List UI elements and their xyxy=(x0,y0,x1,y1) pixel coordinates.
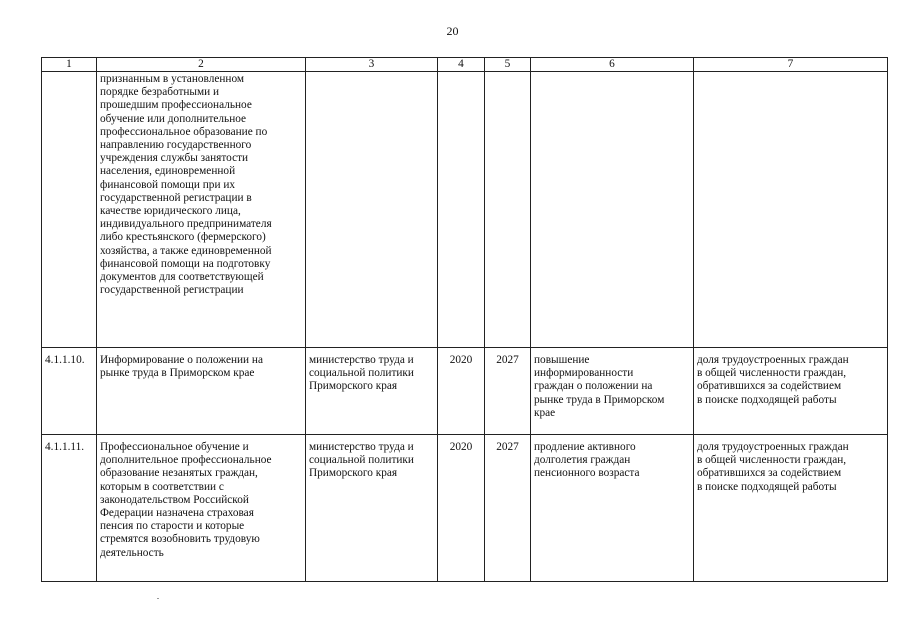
expected-result: продление активного долголетия граждан пенсионного возраста xyxy=(531,435,694,582)
expected-result xyxy=(531,72,694,348)
program-table xyxy=(41,57,888,582)
expected-result: повышение информированности граждан о положении на рынке труда в Приморском крае xyxy=(531,348,694,435)
responsible-executor xyxy=(306,72,438,348)
column-header-5: 5 xyxy=(485,58,531,72)
start-year: 2020 xyxy=(438,435,485,582)
column-header-7: 7 xyxy=(694,58,888,72)
target-indicator: доля трудоустроенных граждан в общей численности граждан, обратившихся за содействием в поиске подходящей работы xyxy=(694,435,888,582)
measure-description: Информирование о положении на рынке труда в Приморском крае xyxy=(97,348,306,435)
table-row xyxy=(42,348,888,435)
end-year: 2027 xyxy=(485,435,531,582)
measure-description: признанным в установленном порядке безработными и прошедшим профессиональное обучение или дополнительное профессиональное образование по направлению государственного учреждения службы занятости населения, единовременной финансовой помощи при их государственной регистрации в качестве юридического лица, индивидуального предпринимателя либо крестьянского (фермерского) хозяйства, а также единовременной финансовой помощи на подготовку документов для соответствующей государственной регистрации xyxy=(97,72,306,348)
page-number: 20 xyxy=(446,24,459,38)
end-year: 2027 xyxy=(485,348,531,435)
start-year xyxy=(438,72,485,348)
item-number xyxy=(42,72,97,348)
table-row xyxy=(42,435,888,582)
item-number: 4.1.1.10. xyxy=(42,348,97,435)
column-header-2: 2 xyxy=(97,58,306,72)
start-year: 2020 xyxy=(438,348,485,435)
target-indicator xyxy=(694,72,888,348)
column-header-6: 6 xyxy=(531,58,694,72)
item-number: 4.1.1.11. xyxy=(42,435,97,582)
table-row xyxy=(42,72,888,348)
column-header-3: 3 xyxy=(306,58,438,72)
scan-speck xyxy=(157,598,159,599)
end-year xyxy=(485,72,531,348)
responsible-executor: министерство труда и социальной политики Приморского края xyxy=(306,435,438,582)
column-header-1: 1 xyxy=(42,58,97,72)
responsible-executor: министерство труда и социальной политики Приморского края xyxy=(306,348,438,435)
header-row xyxy=(42,58,888,72)
target-indicator: доля трудоустроенных граждан в общей численности граждан, обратившихся за содействием в поиске подходящей работы xyxy=(694,348,888,435)
column-header-4: 4 xyxy=(438,58,485,72)
measure-description: Профессиональное обучение и дополнительное профессиональное образование незанятых граждан, которым в соответствии с законодательством Российской Федерации назначена страховая пенсия по старости и которые стремятся возобновить трудовую деятельность xyxy=(97,435,306,582)
